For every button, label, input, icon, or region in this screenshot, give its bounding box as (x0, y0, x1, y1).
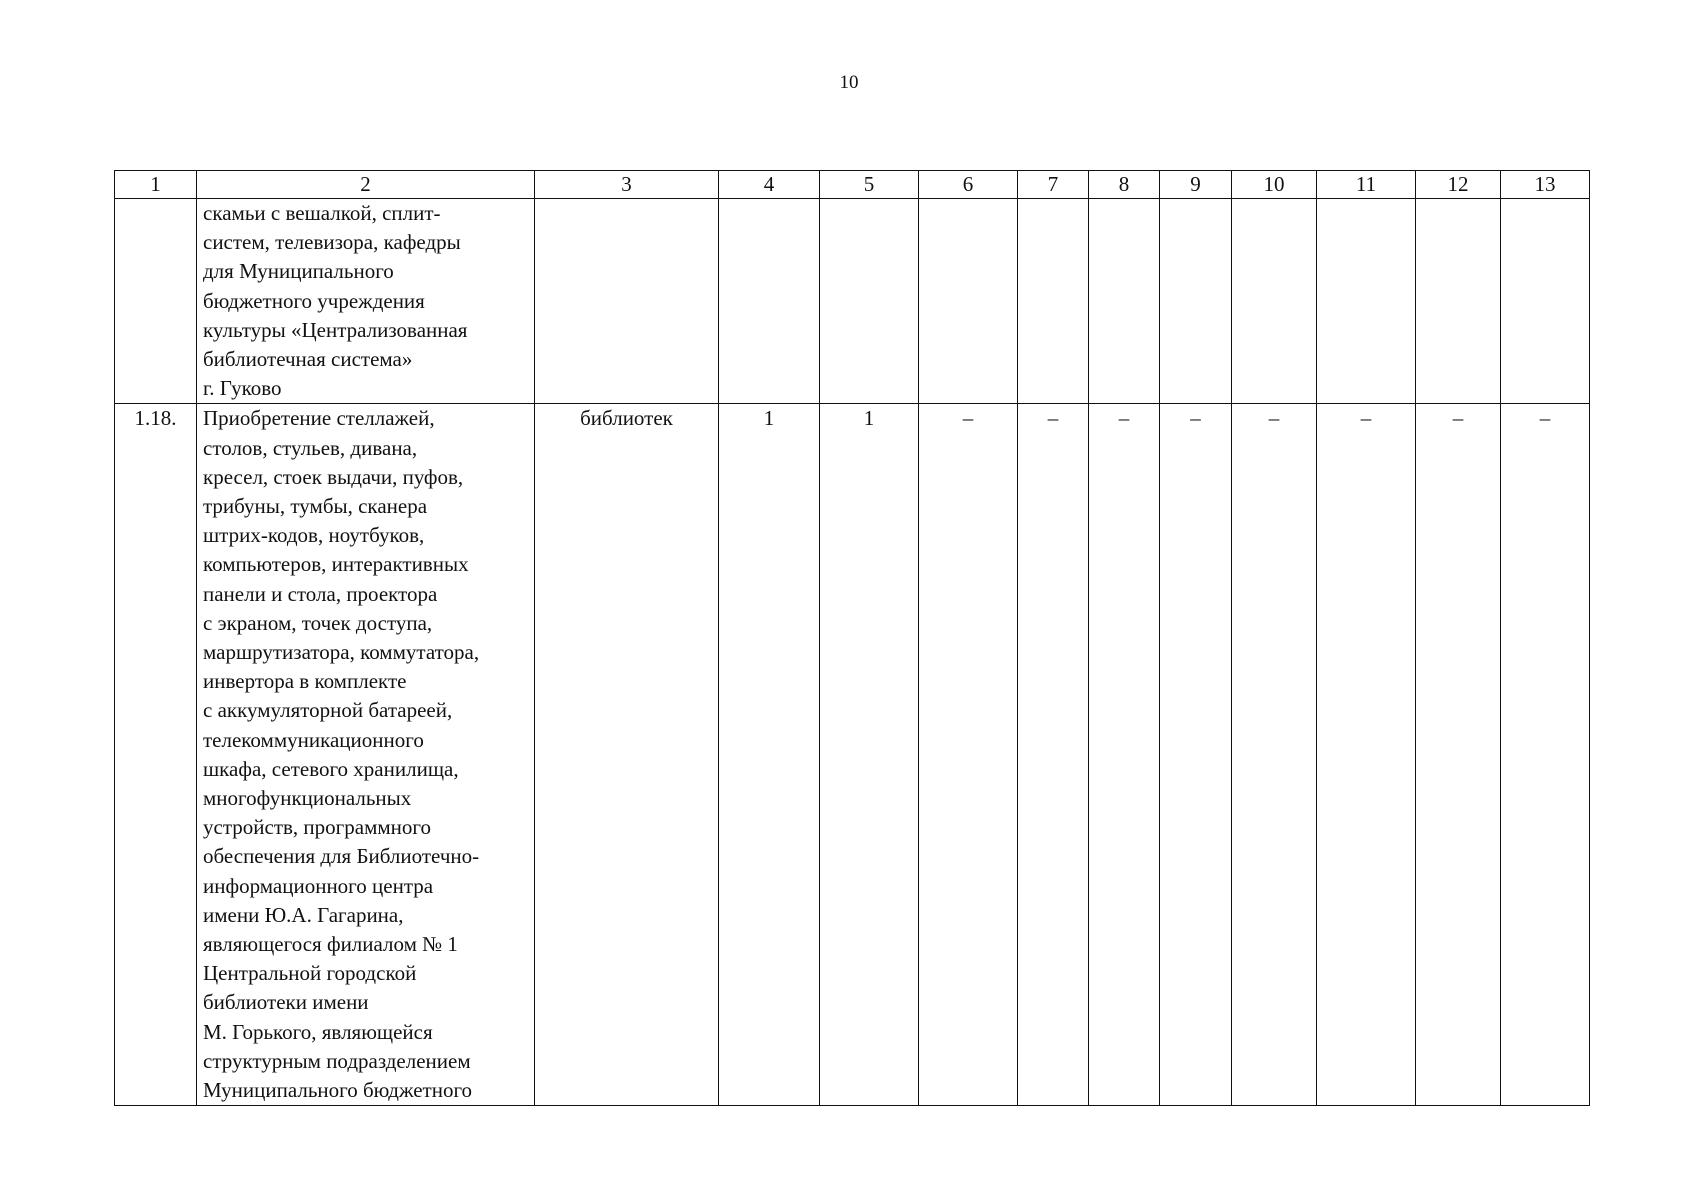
description-text (197, 404, 534, 1105)
value-cell (1317, 199, 1416, 404)
description-cell (197, 199, 535, 404)
table-row (115, 404, 1590, 1106)
description-line: компьютеров, интерактивных (203, 552, 469, 577)
value-cell (1416, 199, 1501, 404)
row-number-cell: 1.18. (115, 404, 197, 1106)
description-line: столов, стульев, дивана, (203, 435, 418, 460)
column-header: 4 (719, 171, 820, 199)
description-line: с экраном, точек доступа, (203, 610, 433, 635)
column-header: 3 (535, 171, 719, 199)
column-header: 9 (1160, 171, 1232, 199)
description-line: являющегося филиалом № 1 (203, 932, 458, 957)
description-line: маршрутизатора, коммутатора, (203, 640, 480, 665)
description-line: информационного центра (203, 873, 434, 898)
value-cell: – (1416, 404, 1501, 1106)
column-header: 13 (1501, 171, 1590, 199)
column-header: 11 (1317, 171, 1416, 199)
column-header: 12 (1416, 171, 1501, 199)
description-line: Муниципального бюджетного (203, 1078, 473, 1103)
value-cell (1232, 199, 1317, 404)
column-header: 7 (1018, 171, 1089, 199)
description-line: М. Горького, являющейся (203, 1019, 433, 1044)
column-header: 8 (1089, 171, 1160, 199)
page-number: 10 (839, 72, 859, 93)
column-header: 6 (919, 171, 1018, 199)
description-line: обеспечения для Библиотечно- (203, 844, 480, 869)
description-line: штрих-кодов, ноутбуков, (203, 523, 425, 548)
description-line: инвертора в комплекте (203, 669, 407, 694)
value-cell: 1 (719, 404, 820, 1106)
value-cell (1160, 199, 1232, 404)
value-cell: – (1160, 404, 1232, 1106)
description-cell (197, 404, 535, 1106)
unit-cell (535, 199, 719, 404)
description-line: Приобретение стеллажей, (203, 406, 435, 431)
value-cell (1501, 199, 1590, 404)
column-header: 2 (197, 171, 535, 199)
description-line: г. Гуково (203, 376, 282, 401)
description-line: культуры «Централизованная (203, 317, 468, 342)
value-cell (1089, 199, 1160, 404)
description-line: панели и стола, проектора (203, 581, 438, 606)
description-line: структурным подразделением (203, 1048, 471, 1073)
unit-cell: библиотек (535, 404, 719, 1106)
value-cell (919, 199, 1018, 404)
description-line: шкафа, сетевого хранилища, (203, 756, 459, 781)
description-line: устройств, программного (203, 815, 431, 840)
description-line: трибуны, тумбы, сканера (203, 494, 428, 519)
value-cell: – (1501, 404, 1590, 1106)
value-cell (820, 199, 919, 404)
description-line: библиотечная система» (203, 347, 413, 372)
header-row (115, 171, 1590, 199)
value-cell (719, 199, 820, 404)
column-header: 1 (115, 171, 197, 199)
row-number-cell (115, 199, 197, 404)
value-cell: – (1232, 404, 1317, 1106)
description-line: кресел, стоек выдачи, пуфов, (203, 464, 464, 489)
description-line: многофункциональных (203, 786, 412, 811)
description-line: скамьи с вешалкой, сплит- (203, 201, 441, 225)
value-cell: – (1018, 404, 1089, 1106)
data-table (114, 170, 1590, 1106)
value-cell (1018, 199, 1089, 404)
description-line: систем, телевизора, кафедры (203, 230, 461, 255)
description-line: для Муниципального (203, 259, 394, 284)
column-header: 5 (820, 171, 919, 199)
value-cell: – (919, 404, 1018, 1106)
description-line: с аккумуляторной батареей, (203, 698, 453, 723)
value-cell: – (1317, 404, 1416, 1106)
column-header: 10 (1232, 171, 1317, 199)
description-line: бюджетного учреждения (203, 288, 425, 313)
table-row (115, 199, 1590, 404)
value-cell: 1 (820, 404, 919, 1106)
description-line: телекоммуникационного (203, 727, 424, 752)
description-line: Центральной городской (203, 961, 417, 986)
description-text (197, 199, 534, 403)
value-cell: – (1089, 404, 1160, 1106)
description-line: библиотеки имени (203, 990, 369, 1015)
description-line: имени Ю.А. Гагарина, (203, 902, 404, 927)
